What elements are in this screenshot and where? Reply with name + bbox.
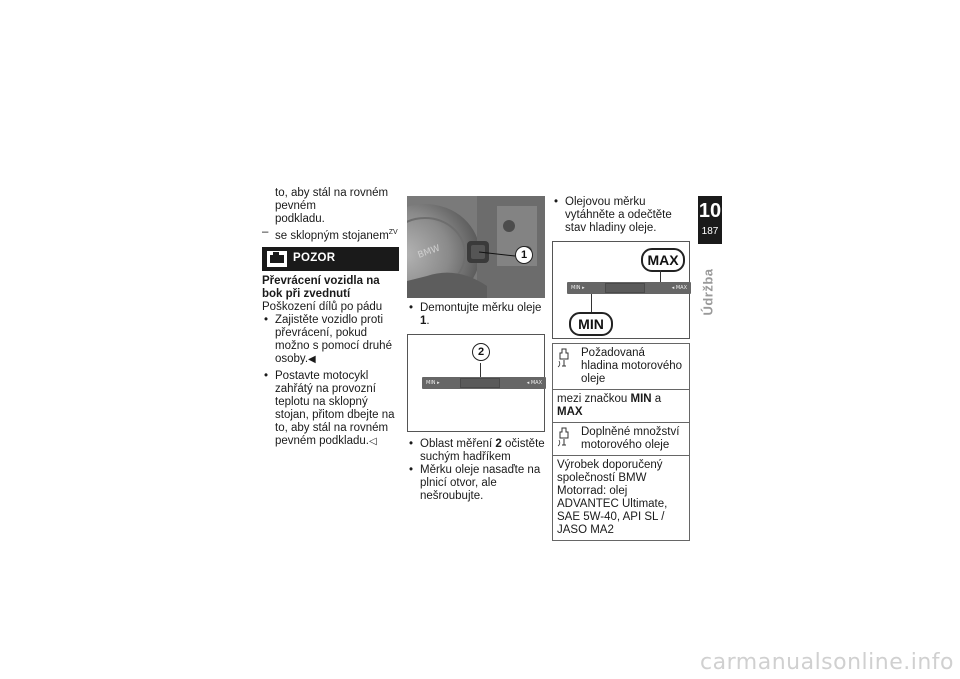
list-item (262, 314, 399, 366)
dipstick-min-mark: MIN ▸ (426, 379, 440, 386)
list-item (552, 196, 690, 235)
warning-bar (262, 247, 399, 271)
max-tag-text: MAX (647, 251, 679, 268)
step-text: očistěte suchým hadříkem (420, 438, 545, 463)
step-text: Měrku oleje nasaďte na plnicí otvor, ale nešroubujte. (420, 464, 541, 502)
chapter-number: 10 (698, 200, 722, 222)
spec-label: Požadovaná hladina motorového oleje (581, 347, 683, 385)
list-item (407, 302, 545, 328)
column-left (262, 187, 399, 448)
leader-line (591, 294, 592, 314)
list-item (262, 370, 399, 448)
continued-text (262, 187, 399, 226)
spec-value: a (651, 393, 662, 405)
step-text: Demontujte měrku oleje (420, 302, 542, 314)
warning-icon (267, 251, 287, 267)
dipstick-max-mark: ◂ MAX (671, 284, 687, 291)
warning-heading: Převrácení vozidla na bok při zvednutí (262, 274, 380, 300)
callout-label: 2 (477, 345, 485, 358)
step-text: Olejovou měrku vytáhněte a odečtěte stav hladiny oleje. (565, 196, 672, 234)
step-ref: 2 (495, 438, 502, 450)
oil-can-icon (557, 347, 573, 373)
option-superscript: ZV (388, 229, 398, 236)
warning-label: POZOR (293, 252, 336, 265)
column-right (552, 196, 690, 541)
spec-value: Výrobek doporučený společností BMW Motorrad: olej ADVANTEC Ultimate, SAE 5W-40, API SL / JASO MA2 (557, 459, 668, 536)
list-item (407, 438, 545, 464)
min-tag-text: MIN (578, 315, 604, 332)
end-mark: ◀ (308, 353, 316, 365)
bullet-text: Postavte motocykl zahřátý na provozní teplotu na sklopný stojan, přitom dbejte na to, aby stál na rovném pevném podkladu. (275, 369, 395, 447)
spec-row-target-value (553, 390, 689, 423)
callout-2 (472, 343, 490, 361)
oil-can-icon (557, 426, 573, 452)
step-ref: 1 (420, 315, 427, 327)
bullet-text: Zajistěte vozidlo proti převrácení, pokud možno s pomocí druhé osoby. (275, 313, 392, 365)
dipstick-figure-2 (407, 334, 545, 432)
dipstick-figure-levels (552, 241, 690, 339)
chapter-tab (698, 196, 722, 244)
chapter-title-text: Údržba (700, 268, 716, 316)
spec-label: Doplněné množství motorového oleje (581, 426, 680, 451)
column-middle (407, 196, 545, 503)
measuring-area (605, 283, 645, 293)
step-text: Oblast měření (420, 438, 496, 450)
spec-value: mezi značkou (557, 393, 631, 405)
max-tag (641, 248, 685, 272)
svg-text:BMW: BMW (416, 243, 442, 261)
dipstick-max-mark: ◂ MAX (526, 379, 542, 386)
engine-photo (407, 196, 545, 298)
dipstick-min-mark: MIN ▸ (571, 284, 585, 291)
dash-item-text: se sklopným stojanem (275, 229, 389, 242)
end-mark: ◁ (368, 435, 377, 447)
list-item (407, 464, 545, 503)
min-tag (569, 312, 613, 336)
dipstick (422, 377, 546, 389)
continued-line: to, aby stál na rovném pevném (275, 187, 389, 212)
dash-item (262, 226, 399, 243)
callout-1 (515, 246, 533, 264)
step-end: . (426, 315, 430, 327)
measuring-area (460, 378, 500, 388)
spec-row-product (553, 456, 689, 540)
spec-value-min: MIN (630, 393, 652, 405)
spec-table (552, 343, 690, 541)
spec-row-target-level (553, 344, 689, 390)
chapter-title (693, 262, 723, 322)
page-number: 187 (701, 226, 719, 237)
spec-value-max: MAX (557, 406, 583, 418)
dipstick (567, 282, 691, 294)
spec-row-fill-quantity (553, 423, 689, 456)
watermark: carmanualsonline.info (700, 650, 954, 675)
continued-line: podkladu. (275, 213, 325, 225)
callout-label: 1 (520, 248, 528, 261)
warning-subtext: Poškození dílů po pádu (262, 300, 383, 313)
